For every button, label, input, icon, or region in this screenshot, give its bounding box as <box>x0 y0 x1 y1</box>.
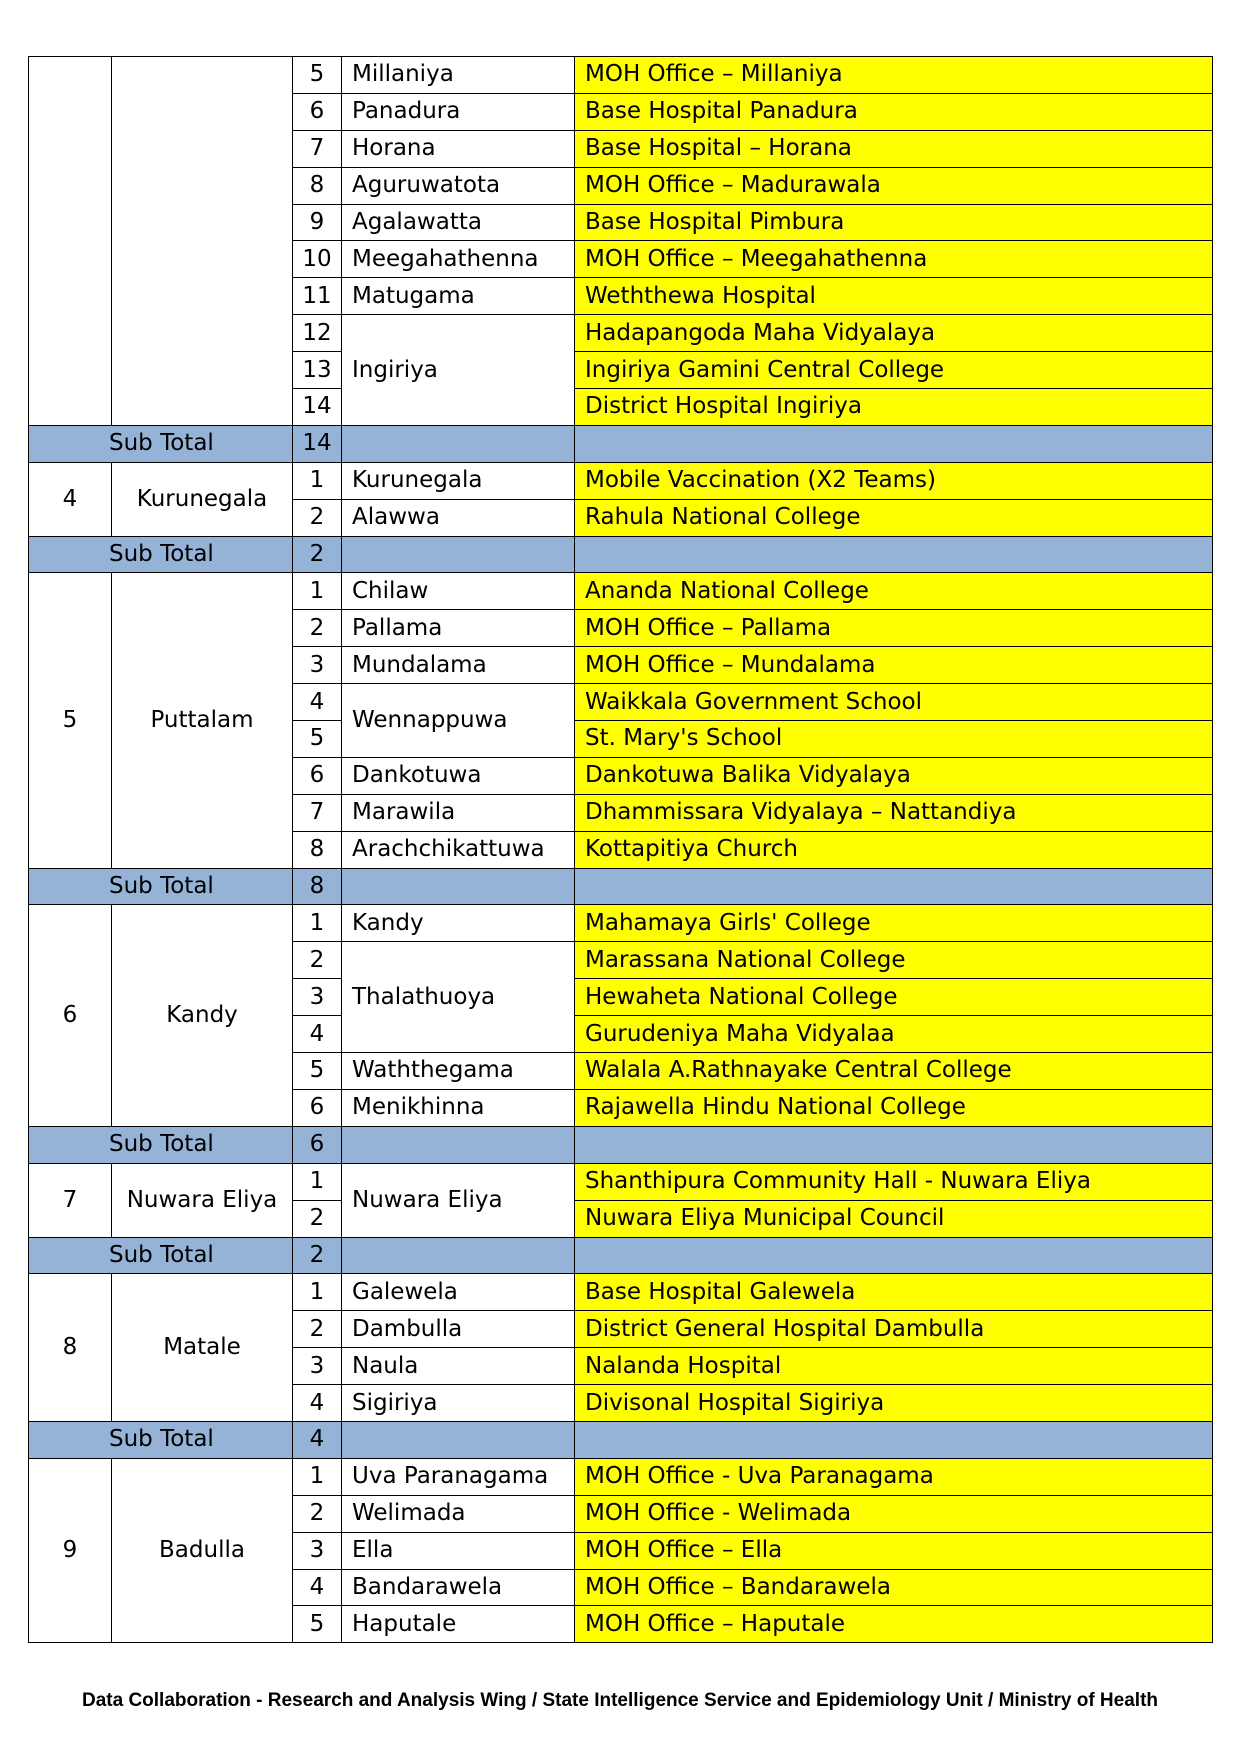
subtotal-row <box>29 536 1213 573</box>
district-name: Kandy <box>112 905 293 1126</box>
district-name: Nuwara Eliya <box>112 1163 293 1237</box>
row-number: 14 <box>293 389 342 426</box>
vaccination-site: Waikkala Government School <box>575 684 1213 721</box>
moh-area: Dankotuwa <box>342 757 575 794</box>
vaccination-site: Mobile Vaccination (X2 Teams) <box>575 462 1213 499</box>
moh-area: Waththegama <box>342 1053 575 1090</box>
vaccination-site: Gurudeniya Maha Vidyalaa <box>575 1016 1213 1053</box>
vaccination-site: Base Hospital Galewela <box>575 1274 1213 1311</box>
vaccination-site: Marassana National College <box>575 942 1213 979</box>
row-number: 2 <box>293 942 342 979</box>
row-number: 3 <box>293 647 342 684</box>
moh-area: Marawila <box>342 794 575 831</box>
subtotal-value: 14 <box>293 425 342 462</box>
district-name: Matale <box>112 1274 293 1422</box>
vaccination-site: MOH Office – Meegahathenna <box>575 241 1213 278</box>
moh-area: Ingiriya <box>342 315 575 426</box>
vaccination-site: Base Hospital Panadura <box>575 93 1213 130</box>
district-number: 8 <box>29 1274 112 1422</box>
vaccination-site: Ananda National College <box>575 573 1213 610</box>
subtotal-empty-cell <box>342 1126 575 1163</box>
row-number: 4 <box>293 1569 342 1606</box>
moh-area: Uva Paranagama <box>342 1458 575 1495</box>
subtotal-empty-cell <box>575 1421 1213 1458</box>
row-number: 3 <box>293 1348 342 1385</box>
vaccination-site: Shanthipura Community Hall - Nuwara Eliya <box>575 1163 1213 1200</box>
row-number: 9 <box>293 204 342 241</box>
row-number: 2 <box>293 1311 342 1348</box>
district-number: 6 <box>29 905 112 1126</box>
row-number: 5 <box>293 721 342 758</box>
table-row <box>29 462 1213 499</box>
district-number <box>29 57 112 426</box>
vaccination-site: MOH Office - Welimada <box>575 1495 1213 1532</box>
moh-area: Dambulla <box>342 1311 575 1348</box>
subtotal-row <box>29 868 1213 905</box>
subtotal-row <box>29 425 1213 462</box>
subtotal-empty-cell <box>575 868 1213 905</box>
moh-area: Meegahathenna <box>342 241 575 278</box>
vaccination-site: Weththewa Hospital <box>575 278 1213 315</box>
vaccination-site: MOH Office – Mundalama <box>575 647 1213 684</box>
vaccination-site: Divisonal Hospital Sigiriya <box>575 1385 1213 1422</box>
subtotal-empty-cell <box>575 425 1213 462</box>
subtotal-empty-cell <box>342 868 575 905</box>
row-number: 8 <box>293 831 342 868</box>
moh-area: Bandarawela <box>342 1569 575 1606</box>
moh-area: Menikhinna <box>342 1089 575 1126</box>
row-number: 2 <box>293 1200 342 1237</box>
subtotal-empty-cell <box>575 1126 1213 1163</box>
vaccination-site: Dankotuwa Balika Vidyalaya <box>575 757 1213 794</box>
moh-area: Horana <box>342 130 575 167</box>
vaccination-site: Ingiriya Gamini Central College <box>575 352 1213 389</box>
vaccination-site: MOH Office – Ella <box>575 1532 1213 1569</box>
vaccination-site: Kottapitiya Church <box>575 831 1213 868</box>
moh-area: Naula <box>342 1348 575 1385</box>
vaccination-site: Base Hospital – Horana <box>575 130 1213 167</box>
vaccination-site: MOH Office – Millaniya <box>575 57 1213 94</box>
moh-area: Welimada <box>342 1495 575 1532</box>
vaccination-site: MOH Office – Haputale <box>575 1606 1213 1643</box>
row-number: 13 <box>293 352 342 389</box>
district-name: Badulla <box>112 1458 293 1642</box>
vaccination-site: Rajawella Hindu National College <box>575 1089 1213 1126</box>
row-number: 3 <box>293 979 342 1016</box>
subtotal-empty-cell <box>575 1237 1213 1274</box>
row-number: 2 <box>293 499 342 536</box>
subtotal-empty-cell <box>342 1237 575 1274</box>
district-number: 4 <box>29 462 112 536</box>
moh-area: Alawwa <box>342 499 575 536</box>
subtotal-value: 6 <box>293 1126 342 1163</box>
vaccination-site: Nuwara Eliya Municipal Council <box>575 1200 1213 1237</box>
moh-area: Millaniya <box>342 57 575 94</box>
row-number: 7 <box>293 794 342 831</box>
table-row <box>29 57 1213 94</box>
row-number: 4 <box>293 684 342 721</box>
subtotal-label: Sub Total <box>29 1237 293 1274</box>
vaccination-site: MOH Office – Bandarawela <box>575 1569 1213 1606</box>
moh-area: Agalawatta <box>342 204 575 241</box>
subtotal-empty-cell <box>342 425 575 462</box>
row-number: 1 <box>293 905 342 942</box>
vaccination-site: Hadapangoda Maha Vidyalaya <box>575 315 1213 352</box>
moh-area: Aguruwatota <box>342 167 575 204</box>
district-name <box>112 57 293 426</box>
vaccination-site: Base Hospital Pimbura <box>575 204 1213 241</box>
vaccination-site: Mahamaya Girls' College <box>575 905 1213 942</box>
district-name: Kurunegala <box>112 462 293 536</box>
vaccination-site: Dhammissara Vidyalaya – Nattandiya <box>575 794 1213 831</box>
moh-area: Mundalama <box>342 647 575 684</box>
table-row <box>29 905 1213 942</box>
moh-area: Galewela <box>342 1274 575 1311</box>
row-number: 5 <box>293 1606 342 1643</box>
moh-area: Pallama <box>342 610 575 647</box>
vaccination-site: District Hospital Ingiriya <box>575 389 1213 426</box>
subtotal-label: Sub Total <box>29 1421 293 1458</box>
row-number: 6 <box>293 1089 342 1126</box>
district-number: 5 <box>29 573 112 868</box>
moh-area: Chilaw <box>342 573 575 610</box>
subtotal-label: Sub Total <box>29 536 293 573</box>
district-number: 9 <box>29 1458 112 1642</box>
row-number: 1 <box>293 1458 342 1495</box>
subtotal-value: 2 <box>293 1237 342 1274</box>
moh-area: Ella <box>342 1532 575 1569</box>
row-number: 5 <box>293 1053 342 1090</box>
moh-area: Matugama <box>342 278 575 315</box>
subtotal-value: 4 <box>293 1421 342 1458</box>
district-number: 7 <box>29 1163 112 1237</box>
moh-area: Sigiriya <box>342 1385 575 1422</box>
subtotal-value: 8 <box>293 868 342 905</box>
row-number: 1 <box>293 1163 342 1200</box>
vaccination-centres-table <box>28 56 1213 1643</box>
row-number: 2 <box>293 610 342 647</box>
moh-area: Nuwara Eliya <box>342 1163 575 1237</box>
vaccination-site: MOH Office – Pallama <box>575 610 1213 647</box>
table-row <box>29 1163 1213 1200</box>
vaccination-site: Nalanda Hospital <box>575 1348 1213 1385</box>
subtotal-empty-cell <box>342 536 575 573</box>
vaccination-site: Hewaheta National College <box>575 979 1213 1016</box>
table-row <box>29 1458 1213 1495</box>
moh-area: Arachchikattuwa <box>342 831 575 868</box>
subtotal-row <box>29 1421 1213 1458</box>
row-number: 7 <box>293 130 342 167</box>
vaccination-site: Walala A.Rathnayake Central College <box>575 1053 1213 1090</box>
vaccination-site: MOH Office – Madurawala <box>575 167 1213 204</box>
table-row <box>29 573 1213 610</box>
row-number: 4 <box>293 1385 342 1422</box>
row-number: 6 <box>293 757 342 794</box>
row-number: 10 <box>293 241 342 278</box>
subtotal-value: 2 <box>293 536 342 573</box>
vaccination-site: St. Mary's School <box>575 721 1213 758</box>
row-number: 1 <box>293 462 342 499</box>
subtotal-label: Sub Total <box>29 1126 293 1163</box>
subtotal-label: Sub Total <box>29 425 293 462</box>
row-number: 1 <box>293 573 342 610</box>
subtotal-row <box>29 1237 1213 1274</box>
row-number: 2 <box>293 1495 342 1532</box>
footer-credit: Data Collaboration - Research and Analysis Wing / State Intelligence Service and Epidemiology Unit / Ministry of Health <box>81 1690 1158 1711</box>
moh-area: Kandy <box>342 905 575 942</box>
moh-area: Wennappuwa <box>342 684 575 758</box>
subtotal-empty-cell <box>342 1421 575 1458</box>
row-number: 6 <box>293 93 342 130</box>
row-number: 5 <box>293 57 342 94</box>
subtotal-row <box>29 1126 1213 1163</box>
row-number: 1 <box>293 1274 342 1311</box>
district-name: Puttalam <box>112 573 293 868</box>
row-number: 3 <box>293 1532 342 1569</box>
row-number: 12 <box>293 315 342 352</box>
moh-area: Thalathuoya <box>342 942 575 1053</box>
vaccination-site: Rahula National College <box>575 499 1213 536</box>
subtotal-label: Sub Total <box>29 868 293 905</box>
row-number: 4 <box>293 1016 342 1053</box>
subtotal-empty-cell <box>575 536 1213 573</box>
moh-area: Kurunegala <box>342 462 575 499</box>
row-number: 8 <box>293 167 342 204</box>
moh-area: Panadura <box>342 93 575 130</box>
vaccination-site: MOH Office - Uva Paranagama <box>575 1458 1213 1495</box>
row-number: 11 <box>293 278 342 315</box>
moh-area: Haputale <box>342 1606 575 1643</box>
table-row <box>29 1274 1213 1311</box>
vaccination-site: District General Hospital Dambulla <box>575 1311 1213 1348</box>
